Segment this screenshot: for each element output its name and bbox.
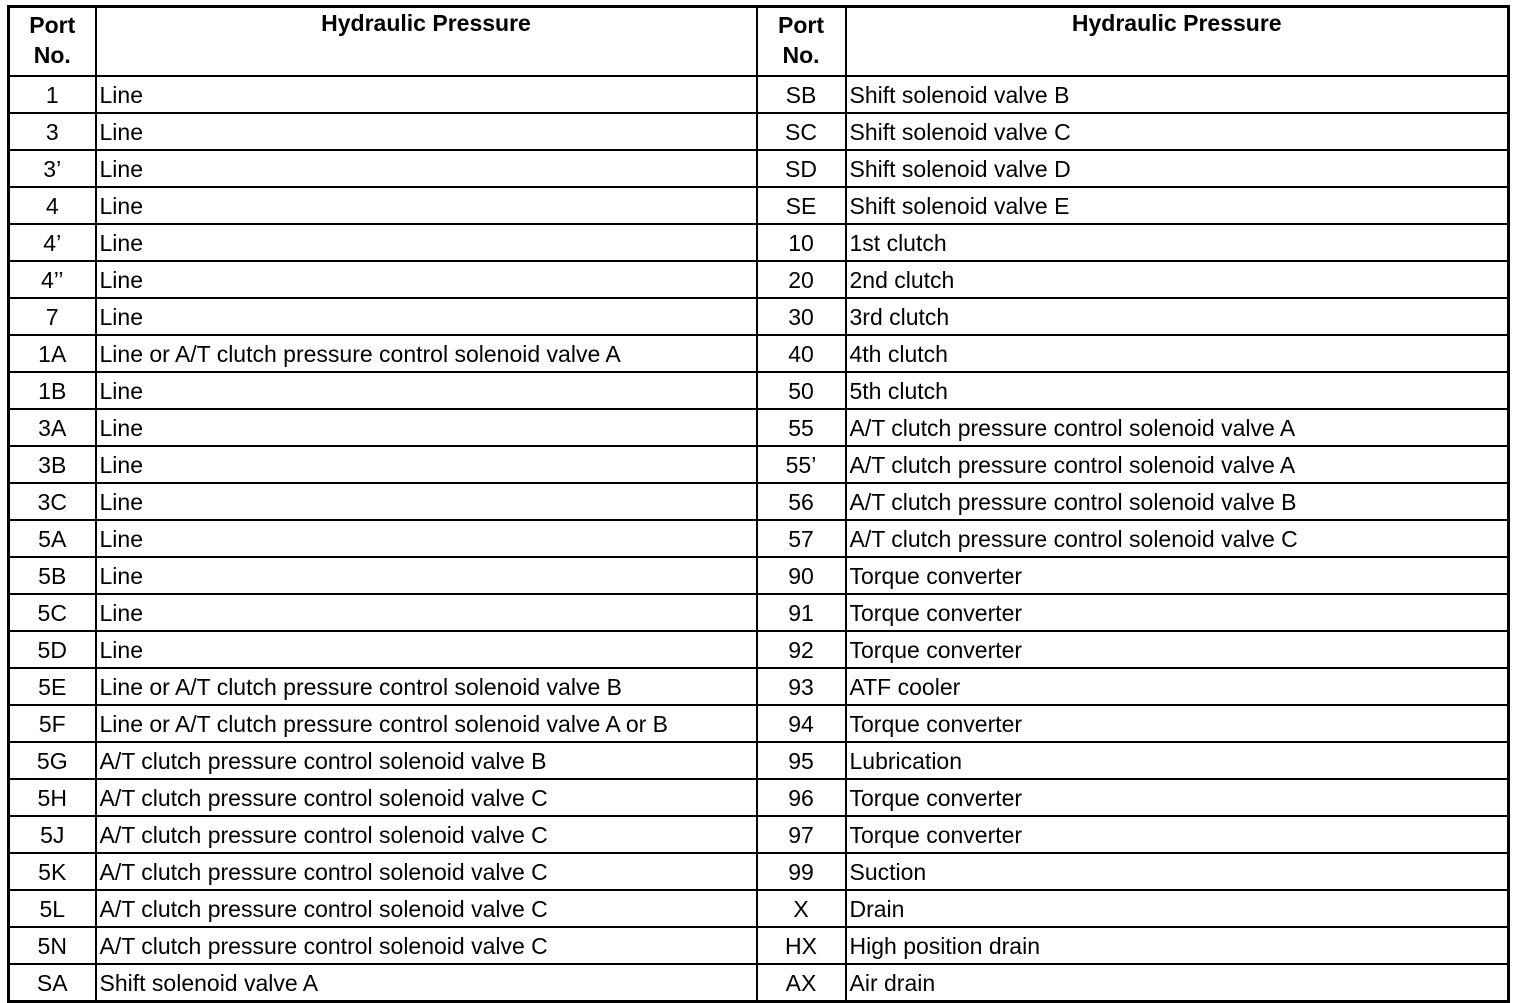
left-pressure-cell: Line xyxy=(96,557,757,594)
left-port-cell: SA xyxy=(9,964,96,1002)
left-pressure-cell: Shift solenoid valve A xyxy=(96,964,757,1002)
left-pressure-cell: Line xyxy=(96,224,757,261)
table-row xyxy=(9,779,1509,816)
table-row xyxy=(9,705,1509,742)
right-pressure-cell: Torque converter xyxy=(846,705,1509,742)
right-pressure-cell: 4th clutch xyxy=(846,335,1509,372)
left-pressure-cell: Line xyxy=(96,76,757,113)
left-port-cell: 4’’ xyxy=(9,261,96,298)
left-pressure-cell: A/T clutch pressure control solenoid valve C xyxy=(96,890,757,927)
port-header-line1: Port xyxy=(778,12,824,38)
right-pressure-cell: Shift solenoid valve D xyxy=(846,150,1509,187)
right-port-cell: 57 xyxy=(757,520,846,557)
right-port-cell: 91 xyxy=(757,594,846,631)
left-port-cell: 1B xyxy=(9,372,96,409)
left-pressure-cell: Line or A/T clutch pressure control solenoid valve A xyxy=(96,335,757,372)
right-port-cell: 40 xyxy=(757,335,846,372)
left-port-cell: 5E xyxy=(9,668,96,705)
right-pressure-cell: 3rd clutch xyxy=(846,298,1509,335)
right-port-cell: SD xyxy=(757,150,846,187)
left-pressure-cell: Line xyxy=(96,409,757,446)
right-pressure-cell: High position drain xyxy=(846,927,1509,964)
right-pressure-cell: Torque converter xyxy=(846,631,1509,668)
right-pressure-cell: Torque converter xyxy=(846,557,1509,594)
table-row xyxy=(9,853,1509,890)
right-port-cell: X xyxy=(757,890,846,927)
port-header-line2: No. xyxy=(782,42,820,68)
left-port-cell: 5B xyxy=(9,557,96,594)
right-port-cell: SE xyxy=(757,187,846,224)
right-pressure-cell: A/T clutch pressure control solenoid valve B xyxy=(846,483,1509,520)
table-row xyxy=(9,113,1509,150)
right-port-cell: 99 xyxy=(757,853,846,890)
table-row xyxy=(9,927,1509,964)
port-header-line1: Port xyxy=(29,12,76,38)
left-port-cell: 5N xyxy=(9,927,96,964)
right-port-cell: 94 xyxy=(757,705,846,742)
right-pressure-cell: A/T clutch pressure control solenoid valve A xyxy=(846,446,1509,483)
right-port-cell: 10 xyxy=(757,224,846,261)
table-row xyxy=(9,224,1509,261)
left-pressure-cell: Line xyxy=(96,446,757,483)
left-port-cell: 1 xyxy=(9,76,96,113)
left-port-cell: 5K xyxy=(9,853,96,890)
table-row xyxy=(9,594,1509,631)
right-pressure-cell: ATF cooler xyxy=(846,668,1509,705)
table-row xyxy=(9,668,1509,705)
left-pressure-cell: Line xyxy=(96,150,757,187)
right-port-cell: 20 xyxy=(757,261,846,298)
table-row xyxy=(9,890,1509,927)
right-port-cell: 96 xyxy=(757,779,846,816)
left-pressure-cell: Line xyxy=(96,372,757,409)
right-pressure-cell: Torque converter xyxy=(846,816,1509,853)
right-pressure-cell: A/T clutch pressure control solenoid valve A xyxy=(846,409,1509,446)
left-port-cell: 1A xyxy=(9,335,96,372)
table-row xyxy=(9,150,1509,187)
left-pressure-cell: Line xyxy=(96,261,757,298)
right-pressure-cell: 1st clutch xyxy=(846,224,1509,261)
left-port-cell: 3A xyxy=(9,409,96,446)
left-port-cell: 3B xyxy=(9,446,96,483)
left-pressure-cell: Line xyxy=(96,594,757,631)
left-port-header xyxy=(9,7,96,77)
left-port-cell: 3’ xyxy=(9,150,96,187)
right-port-header xyxy=(757,7,846,77)
right-port-cell: 30 xyxy=(757,298,846,335)
right-pressure-cell: 5th clutch xyxy=(846,372,1509,409)
left-port-cell: 5A xyxy=(9,520,96,557)
left-pressure-cell: Line xyxy=(96,187,757,224)
left-port-cell: 5C xyxy=(9,594,96,631)
table-row xyxy=(9,261,1509,298)
table-row xyxy=(9,76,1509,113)
right-port-cell: HX xyxy=(757,927,846,964)
right-port-cell: SC xyxy=(757,113,846,150)
table-row xyxy=(9,372,1509,409)
table-row xyxy=(9,335,1509,372)
table-body xyxy=(9,76,1509,1002)
left-pressure-cell: Line xyxy=(96,631,757,668)
right-port-cell: 90 xyxy=(757,557,846,594)
right-pressure-cell: Torque converter xyxy=(846,594,1509,631)
right-pressure-cell: Shift solenoid valve E xyxy=(846,187,1509,224)
left-port-cell: 5G xyxy=(9,742,96,779)
left-port-cell: 4 xyxy=(9,187,96,224)
left-pressure-cell: Line xyxy=(96,483,757,520)
left-port-cell: 5H xyxy=(9,779,96,816)
left-pressure-cell: Line xyxy=(96,520,757,557)
left-pressure-cell: Line or A/T clutch pressure control solenoid valve B xyxy=(96,668,757,705)
table-row xyxy=(9,816,1509,853)
table-row xyxy=(9,520,1509,557)
table-row xyxy=(9,446,1509,483)
right-pressure-cell: A/T clutch pressure control solenoid valve C xyxy=(846,520,1509,557)
left-port-cell: 5L xyxy=(9,890,96,927)
right-port-cell: 55’ xyxy=(757,446,846,483)
table-row xyxy=(9,964,1509,1002)
right-pressure-cell: Air drain xyxy=(846,964,1509,1002)
left-pressure-cell: Line xyxy=(96,113,757,150)
right-pressure-cell: Torque converter xyxy=(846,779,1509,816)
left-pressure-cell: A/T clutch pressure control solenoid valve C xyxy=(96,927,757,964)
left-port-cell: 5D xyxy=(9,631,96,668)
port-pressure-table xyxy=(7,5,1510,1003)
left-pressure-cell: A/T clutch pressure control solenoid valve C xyxy=(96,816,757,853)
table-row xyxy=(9,483,1509,520)
left-port-cell: 5J xyxy=(9,816,96,853)
left-pressure-cell: A/T clutch pressure control solenoid valve C xyxy=(96,779,757,816)
right-pressure-cell: Shift solenoid valve C xyxy=(846,113,1509,150)
right-port-cell: 92 xyxy=(757,631,846,668)
left-pressure-cell: A/T clutch pressure control solenoid valve C xyxy=(96,853,757,890)
table-row xyxy=(9,742,1509,779)
left-port-cell: 4’ xyxy=(9,224,96,261)
table-row xyxy=(9,631,1509,668)
right-port-cell: 56 xyxy=(757,483,846,520)
table-row xyxy=(9,409,1509,446)
left-port-cell: 5F xyxy=(9,705,96,742)
left-port-cell: 3C xyxy=(9,483,96,520)
right-port-cell: 55 xyxy=(757,409,846,446)
right-port-cell: 95 xyxy=(757,742,846,779)
left-port-cell: 3 xyxy=(9,113,96,150)
right-port-cell: 97 xyxy=(757,816,846,853)
right-pressure-cell: Drain xyxy=(846,890,1509,927)
port-header-line2: No. xyxy=(33,42,71,68)
table-row xyxy=(9,187,1509,224)
left-pressure-cell: Line or A/T clutch pressure control solenoid valve A or B xyxy=(96,705,757,742)
header-row xyxy=(9,7,1509,77)
right-pressure-cell: Lubrication xyxy=(846,742,1509,779)
right-pressure-cell: 2nd clutch xyxy=(846,261,1509,298)
right-pressure-cell: Shift solenoid valve B xyxy=(846,76,1509,113)
left-pressure-cell: Line xyxy=(96,298,757,335)
right-port-cell: 93 xyxy=(757,668,846,705)
right-port-cell: 50 xyxy=(757,372,846,409)
left-port-cell: 7 xyxy=(9,298,96,335)
left-pressure-header: Hydraulic Pressure xyxy=(96,7,757,77)
right-pressure-cell: Suction xyxy=(846,853,1509,890)
left-pressure-cell: A/T clutch pressure control solenoid valve B xyxy=(96,742,757,779)
right-port-cell: SB xyxy=(757,76,846,113)
right-port-cell: AX xyxy=(757,964,846,1002)
table-row xyxy=(9,298,1509,335)
table-row xyxy=(9,557,1509,594)
right-pressure-header: Hydraulic Pressure xyxy=(846,7,1509,77)
